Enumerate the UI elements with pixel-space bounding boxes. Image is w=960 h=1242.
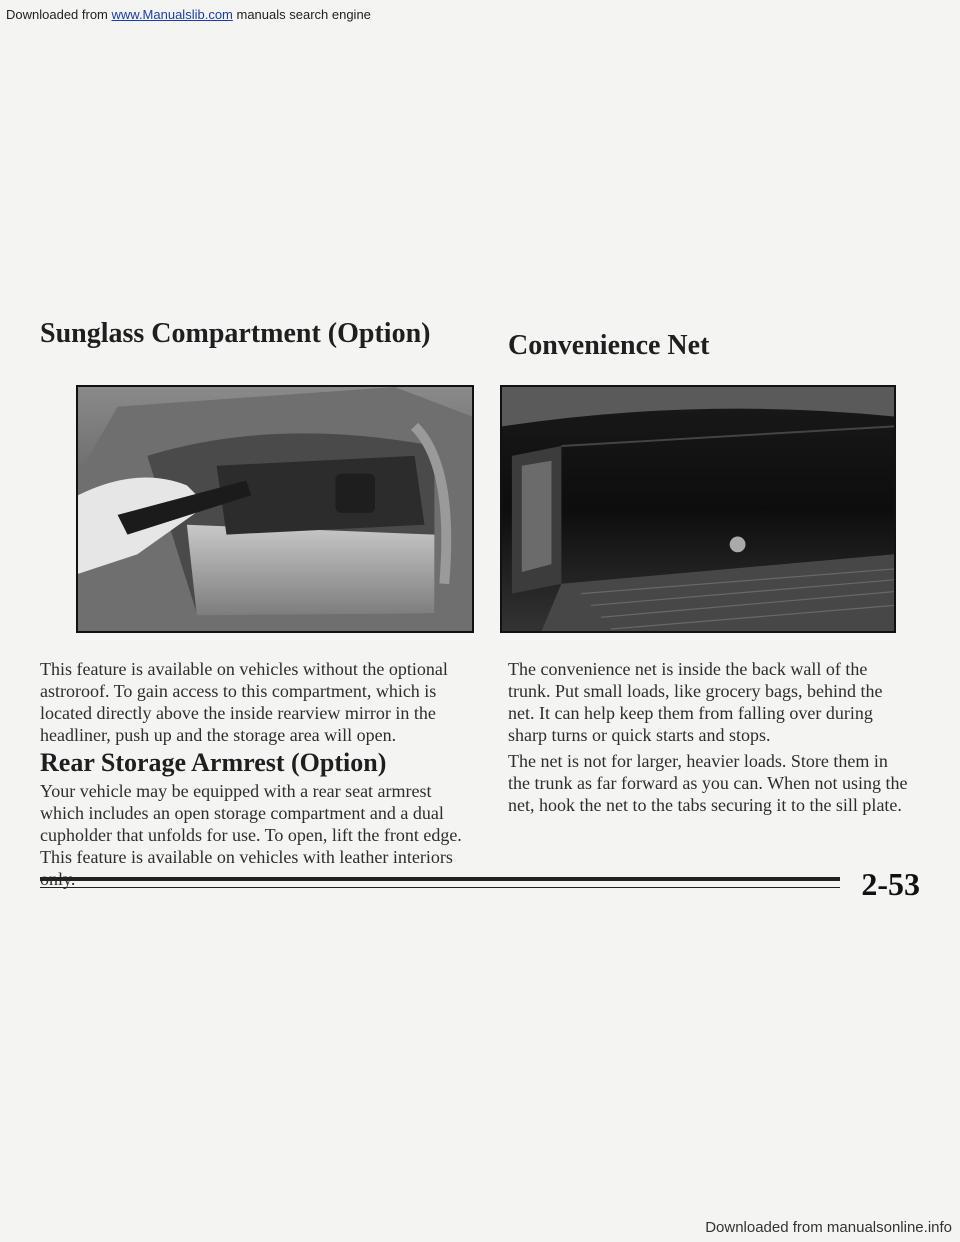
source-watermark: Downloaded from manualsonline.info xyxy=(705,1219,952,1236)
sunglass-compartment-heading: Sunglass Compartment (Option) xyxy=(40,318,431,349)
convenience-net-heading: Convenience Net xyxy=(508,330,710,361)
sunglass-compartment-text: This feature is available on vehicles without the optional astroroof. To gain access to this compartment, which is located directly above the inside rearview mirror in the headliner, push up and the storage area will open. xyxy=(40,659,448,745)
convenience-net-photo xyxy=(500,385,896,633)
manualslib-link[interactable]: www.Manualslib.com xyxy=(111,7,233,22)
download-banner xyxy=(0,0,960,30)
sunglass-compartment-photo xyxy=(76,385,474,633)
footer-rule-thick xyxy=(40,877,840,881)
banner-prefix: Downloaded from xyxy=(6,7,112,22)
rear-storage-armrest-text: Your vehicle may be equipped with a rear seat armrest which includes an open storage compartment and a dual cupholder that unfolds for use. To open, lift the front edge. This feature is available on vehicles with leather interiors xyxy=(40,781,462,867)
page-number: 2-53 xyxy=(861,866,920,902)
convenience-net-text: The convenience net is inside the back wall of the trunk. Put small loads, like grocery bags, behind the net. It can help keep them from falling over during sharp turns or quick starts and stops. xyxy=(508,659,883,745)
footer-rule-thin xyxy=(40,887,840,888)
rear-storage-armrest-heading: Rear Storage Armrest (Option) xyxy=(40,748,387,777)
convenience-net-text-2: The net is not for larger, heavier loads. Store them in the trunk as far forward as you can. When not using the net, hook the net to the tabs securing it to the sill plate. xyxy=(508,751,908,815)
banner-suffix: manuals search engine xyxy=(232,7,371,22)
